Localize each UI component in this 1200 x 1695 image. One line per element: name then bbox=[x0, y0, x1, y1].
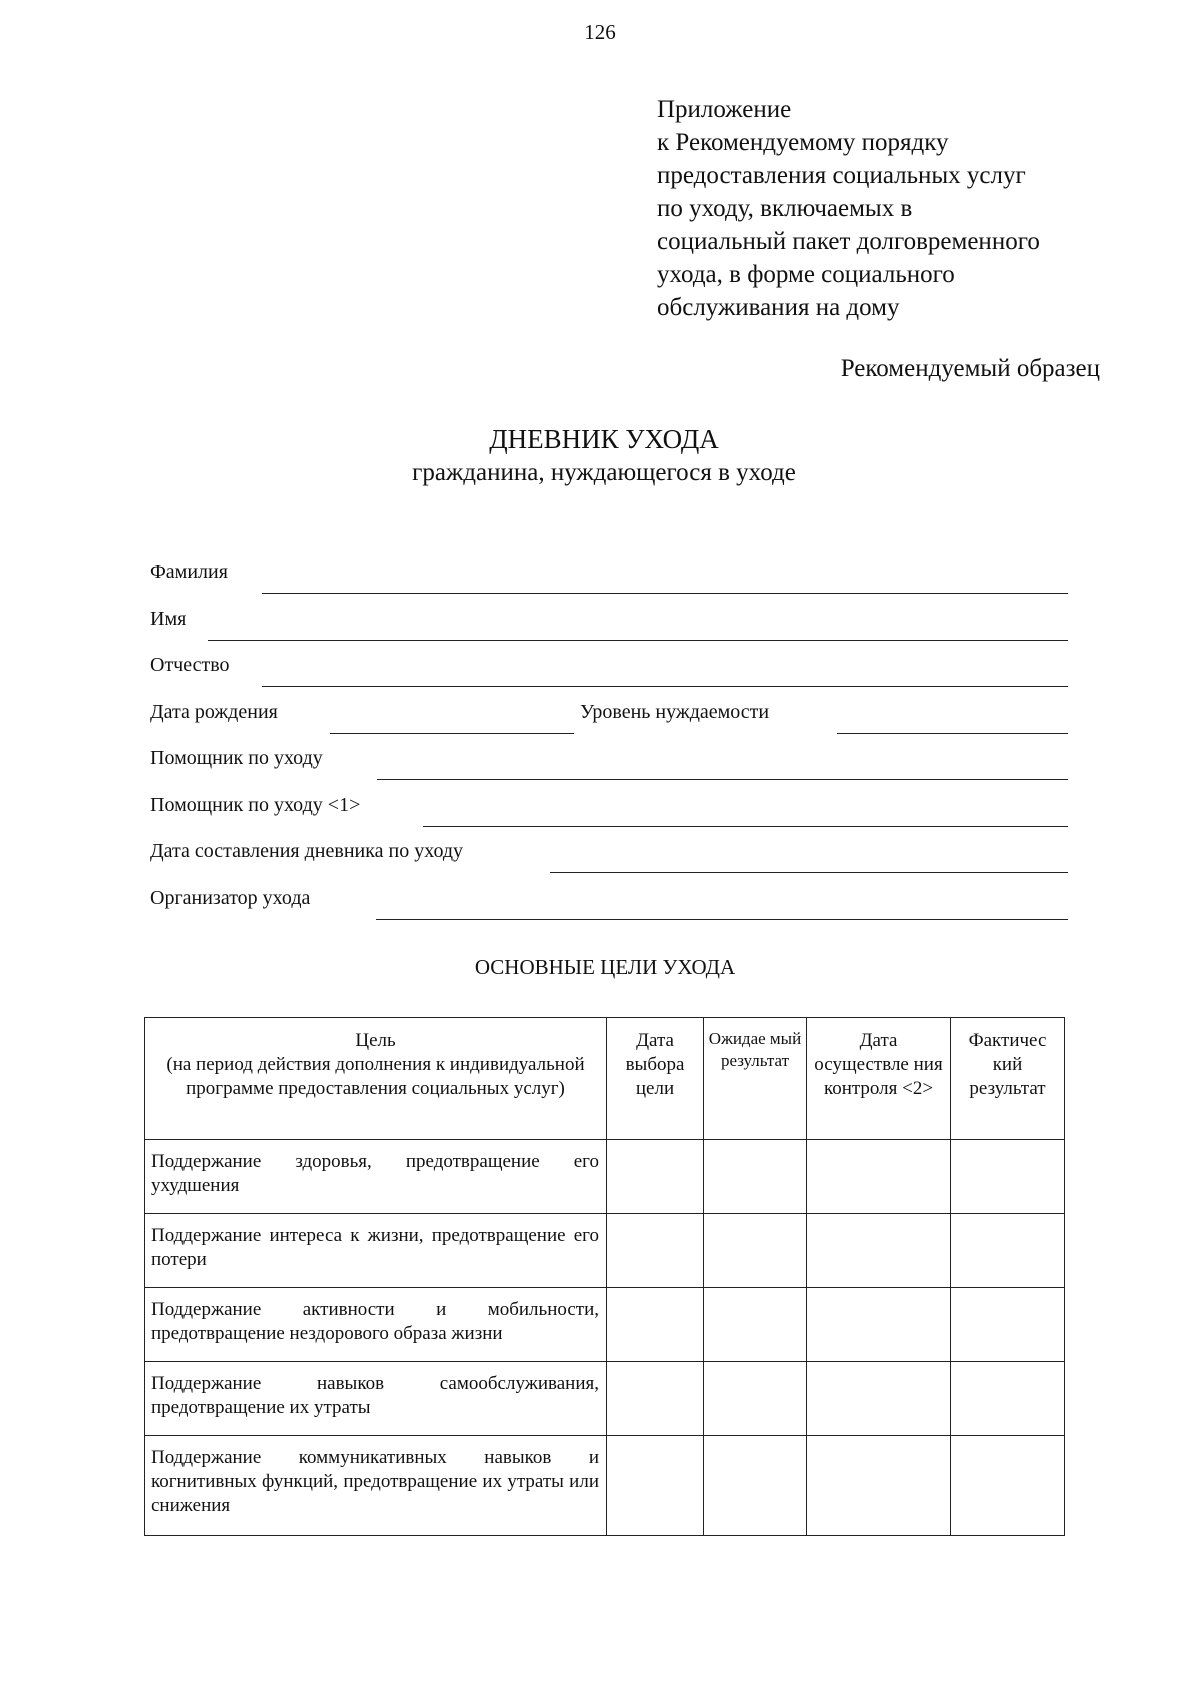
actual-result-cell[interactable] bbox=[951, 1288, 1065, 1362]
header-goal bbox=[145, 1018, 607, 1140]
expected-result-cell[interactable] bbox=[704, 1140, 807, 1214]
surname-label: Фамилия bbox=[150, 561, 228, 583]
name-label: Имя bbox=[150, 608, 187, 630]
sample-label: Рекомендуемый образец bbox=[840, 355, 1100, 382]
choice-date-cell[interactable] bbox=[607, 1362, 704, 1436]
goal-cell: Поддержание активности и мобильности, предотвращение нездорового образа жизни bbox=[145, 1288, 607, 1362]
care-assistant-2-field bbox=[150, 794, 1070, 834]
table-header-row bbox=[145, 1018, 1065, 1140]
diary-date-label: Дата составления дневника по уходу bbox=[150, 840, 464, 862]
patronymic-input-line[interactable] bbox=[262, 686, 1068, 687]
table-row bbox=[145, 1140, 1065, 1214]
appendix-line: по уходу, включаемых в bbox=[657, 195, 913, 222]
header-control-date: Дата осуществле ния контроля <2> bbox=[807, 1018, 951, 1140]
actual-result-cell[interactable] bbox=[951, 1362, 1065, 1436]
page-number: 126 bbox=[584, 20, 616, 44]
goal-cell: Поддержание навыков самообслуживания, предотвращение их утраты bbox=[145, 1362, 607, 1436]
appendix-note bbox=[657, 93, 1127, 324]
appendix-line: предоставления социальных услуг bbox=[657, 162, 1026, 189]
care-assistant-2-label: Помощник по уходу <1> bbox=[150, 794, 361, 816]
care-assistant-field bbox=[150, 747, 1070, 787]
control-date-cell[interactable] bbox=[807, 1362, 951, 1436]
header-goal-title: Цель bbox=[355, 1030, 396, 1051]
table-row bbox=[145, 1436, 1065, 1536]
appendix-line: Приложение bbox=[657, 96, 792, 123]
header-choice-date: Дата выбора цели bbox=[607, 1018, 704, 1140]
actual-result-cell[interactable] bbox=[951, 1140, 1065, 1214]
choice-date-cell[interactable] bbox=[607, 1436, 704, 1536]
care-assistant-label: Помощник по уходу bbox=[150, 747, 323, 769]
care-organizer-label: Организатор ухода bbox=[150, 887, 311, 909]
expected-result-cell[interactable] bbox=[704, 1436, 807, 1536]
name-input-line[interactable] bbox=[208, 640, 1068, 641]
care-assistant-2-input-line[interactable] bbox=[423, 826, 1068, 827]
care-organizer-input-line[interactable] bbox=[376, 919, 1068, 920]
patronymic-field bbox=[150, 654, 1070, 694]
name-field bbox=[150, 608, 1070, 648]
control-date-cell[interactable] bbox=[807, 1214, 951, 1288]
table-row bbox=[145, 1362, 1065, 1436]
diary-date-input-line[interactable] bbox=[550, 872, 1068, 873]
need-level-label: Уровень нуждаемости bbox=[580, 701, 770, 723]
actual-result-cell[interactable] bbox=[951, 1214, 1065, 1288]
surname-field bbox=[150, 561, 1070, 601]
surname-input-line[interactable] bbox=[262, 593, 1068, 594]
appendix-line: к Рекомендуемому порядку bbox=[657, 129, 949, 156]
patronymic-label: Отчество bbox=[150, 654, 230, 676]
choice-date-cell[interactable] bbox=[607, 1140, 704, 1214]
birth-date-label: Дата рождения bbox=[150, 701, 278, 723]
table-row bbox=[145, 1214, 1065, 1288]
expected-result-cell[interactable] bbox=[704, 1362, 807, 1436]
goal-cell: Поддержание коммуникативных навыков и когнитивных функций, предотвращение их утраты или снижения bbox=[145, 1436, 607, 1536]
care-assistant-input-line[interactable] bbox=[377, 779, 1068, 780]
document-title: ДНЕВНИК УХОДА bbox=[489, 424, 719, 454]
expected-result-cell[interactable] bbox=[704, 1288, 807, 1362]
header-goal-note: (на период действия дополнения к индивидуальной программе предоставления социальных услуг) bbox=[166, 1054, 585, 1099]
appendix-line: ухода, в форме социального bbox=[657, 261, 955, 288]
goal-cell: Поддержание здоровья, предотвращение его ухудшения bbox=[145, 1140, 607, 1214]
expected-result-cell[interactable] bbox=[704, 1214, 807, 1288]
section-title: ОСНОВНЫЕ ЦЕЛИ УХОДА bbox=[474, 955, 736, 979]
care-goals-table bbox=[144, 1017, 1065, 1536]
control-date-cell[interactable] bbox=[807, 1140, 951, 1214]
header-expected-result: Ожидае мый результат bbox=[704, 1018, 807, 1140]
choice-date-cell[interactable] bbox=[607, 1214, 704, 1288]
goal-cell: Поддержание интереса к жизни, предотвращение его потери bbox=[145, 1214, 607, 1288]
control-date-cell[interactable] bbox=[807, 1288, 951, 1362]
diary-date-field bbox=[150, 840, 1070, 880]
appendix-line: социальный пакет долговременного bbox=[657, 228, 1040, 255]
document-subtitle: гражданина, нуждающегося в уходе bbox=[412, 459, 796, 486]
table-row bbox=[145, 1288, 1065, 1362]
birth-date-input-line[interactable] bbox=[330, 733, 574, 734]
need-level-input-line[interactable] bbox=[837, 733, 1068, 734]
actual-result-cell[interactable] bbox=[951, 1436, 1065, 1536]
header-actual-result: Фактичес кий результат bbox=[951, 1018, 1065, 1140]
appendix-line: обслуживания на дому bbox=[657, 294, 900, 321]
control-date-cell[interactable] bbox=[807, 1436, 951, 1536]
choice-date-cell[interactable] bbox=[607, 1288, 704, 1362]
care-organizer-field bbox=[150, 887, 1070, 927]
birth-date-field bbox=[150, 701, 1070, 741]
